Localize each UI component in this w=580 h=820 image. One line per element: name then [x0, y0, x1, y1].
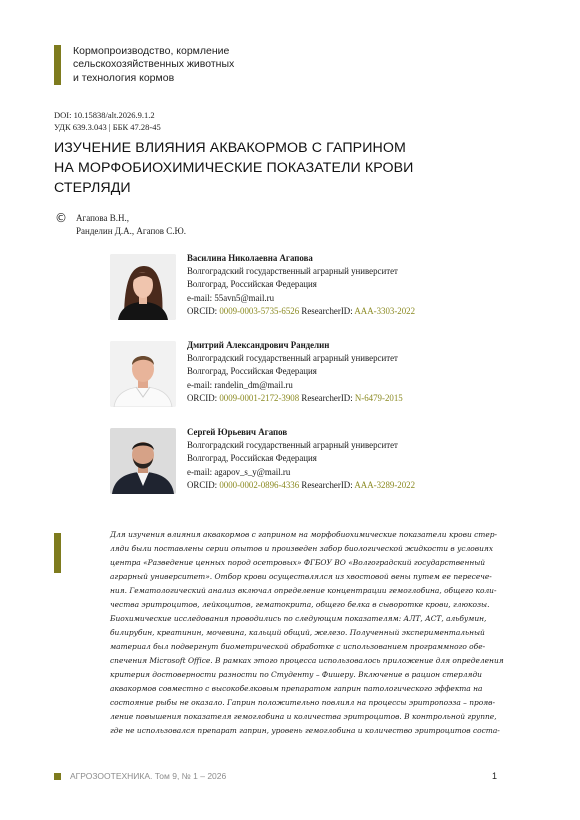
- author-photo: [110, 254, 176, 320]
- author-email[interactable]: e-mail: 55avn5@mail.ru: [187, 292, 275, 303]
- abstract-line: билирубин, креатинин, мочевина, кальций общий, железо. Полученный экспериментальный: [110, 628, 485, 637]
- section-accent-bar: [54, 45, 61, 85]
- author-card: [110, 341, 550, 407]
- author-ids: [187, 479, 557, 492]
- abstract-line: чества эритроцитов, лейкоцитов, гематокрита, общего белка в сыворотке крови, глюкозы.: [110, 600, 490, 609]
- copyright-icon: ©: [55, 211, 67, 225]
- abstract-line: ния. Гематологический анализ включал определение концентрации гемоглобина, общего коли-: [110, 586, 497, 595]
- abstract-line: ление повышения показателя гемоглобина и количества эритроцитов. В контрольной группе,: [110, 712, 497, 721]
- author-photo: [110, 428, 176, 494]
- researcherid-label: ResearcherID:: [301, 479, 353, 490]
- author-city: Волгоград, Российская Федерация: [187, 279, 317, 290]
- article-title: [54, 139, 524, 198]
- author-details: [187, 252, 557, 318]
- researcherid-link[interactable]: AAA-3289-2022: [354, 479, 416, 490]
- author-org: Волгоградский государственный аграрный университет: [187, 440, 398, 451]
- orcid-label: ORCID:: [187, 392, 218, 403]
- abstract-line: Биохимические исследования проводились по следующим показателям: АЛТ, АСТ, альбумин,: [110, 614, 487, 623]
- abstract-line: критерия достоверности разности по Студенту – Фишеру. Включение в рацион стерляди: [110, 670, 482, 679]
- orcid-label: ORCID:: [187, 479, 218, 490]
- author-city: Волгоград, Российская Федерация: [187, 366, 317, 377]
- title-line: ИЗУЧЕНИЕ ВЛИЯНИЯ АКВАКОРМОВ С ГАПРИНОМ: [54, 140, 406, 156]
- author-card: [110, 254, 550, 320]
- abstract-line: ляди были поставлены серии опытов и произведен забор биологической жидкости в условиях: [110, 544, 494, 553]
- doi-link[interactable]: DOI: 10.15838/alt.2026.9.1.2: [54, 110, 155, 120]
- abstract-line: аграрный университет». Отбор крови осуществлялся из хвостовой вены путем ее пересече-: [110, 572, 492, 581]
- udk-bbk: УДК 639.3.043 | ББК 47.28-45: [54, 121, 161, 132]
- author-email[interactable]: e-mail: randelin_dm@mail.ru: [187, 379, 293, 390]
- author-details: [187, 426, 557, 492]
- abstract-line: материал был подвергнут биометрической обработке с использованием программного обе-: [110, 642, 486, 651]
- page-number: 1: [492, 771, 498, 781]
- section-heading-line: Кормопроизводство, кормление: [73, 45, 230, 57]
- article-meta: [54, 110, 161, 133]
- author-ids: [187, 305, 557, 318]
- abstract-line: спечения Microsoft Office. В рамках этого процесса использовалось приложение для определения: [110, 656, 504, 665]
- abstract-line: где не использовался препарат гаприн, уровень гемоглобина и количество эритроцитов соста-: [110, 726, 500, 735]
- orcid-link[interactable]: 0000-0002-0896-4336: [219, 479, 300, 490]
- orcid-link[interactable]: 0009-0003-5735-6526: [219, 305, 300, 316]
- author-ids: [187, 392, 557, 405]
- author-details: [187, 339, 557, 405]
- researcherid-link[interactable]: N-6479-2015: [354, 392, 403, 403]
- copyright-authors: [76, 212, 186, 238]
- footer-accent-square: [54, 773, 61, 780]
- orcid-label: ORCID:: [187, 305, 218, 316]
- abstract-line: центра «Разведение ценных пород осетровых» ФГБОУ ВО «Волгоградский государственный: [110, 558, 486, 567]
- researcherid-label: ResearcherID:: [301, 305, 353, 316]
- abstract-accent-bar: [54, 533, 61, 573]
- author-name: Сергей Юрьевич Агапов: [187, 427, 288, 437]
- author-name: Дмитрий Александрович Ранделин: [187, 340, 330, 350]
- title-line: НА МОРФОБИОХИМИЧЕСКИЕ ПОКАЗАТЕЛИ КРОВИ: [54, 159, 414, 176]
- author-org: Волгоградский государственный аграрный университет: [187, 266, 398, 277]
- copyright-line: Агапова В.Н.,: [76, 213, 130, 223]
- researcherid-link[interactable]: AAA-3303-2022: [354, 305, 416, 316]
- journal-footer: АГРОЗООТЕХНИКА. Том 9, № 1 – 2026: [70, 771, 227, 781]
- copyright-line: Ранделин Д.А., Агапов С.Ю.: [76, 226, 187, 236]
- author-org: Волгоградский государственный аграрный университет: [187, 353, 398, 364]
- author-email[interactable]: e-mail: agapov_s_y@mail.ru: [187, 466, 291, 477]
- researcherid-label: ResearcherID:: [301, 392, 353, 403]
- author-city: Волгоград, Российская Федерация: [187, 453, 317, 464]
- section-heading: [73, 45, 333, 85]
- author-card: [110, 428, 550, 494]
- title-line: СТЕРЛЯДИ: [54, 179, 131, 196]
- section-heading-line: сельскохозяйственных животных: [73, 58, 235, 71]
- abstract: [110, 528, 526, 738]
- section-heading-line: и технология кормов: [73, 71, 175, 84]
- abstract-line: состояние рыбы не оказало. Гаприн положительно повлиял на процессы эритропоэза – прояв-: [110, 698, 496, 707]
- abstract-line: Для изучения влияния аквакормов с гаприном на морфобиохимические показатели крови стер-: [110, 530, 497, 539]
- author-name: Василина Николаевна Агапова: [187, 253, 313, 263]
- author-photo: [110, 341, 176, 407]
- abstract-line: аквакормов совместно с высокобелковым препаратом гаприн патологического эффекта на: [110, 684, 483, 693]
- orcid-link[interactable]: 0009-0001-2172-3908: [219, 392, 300, 403]
